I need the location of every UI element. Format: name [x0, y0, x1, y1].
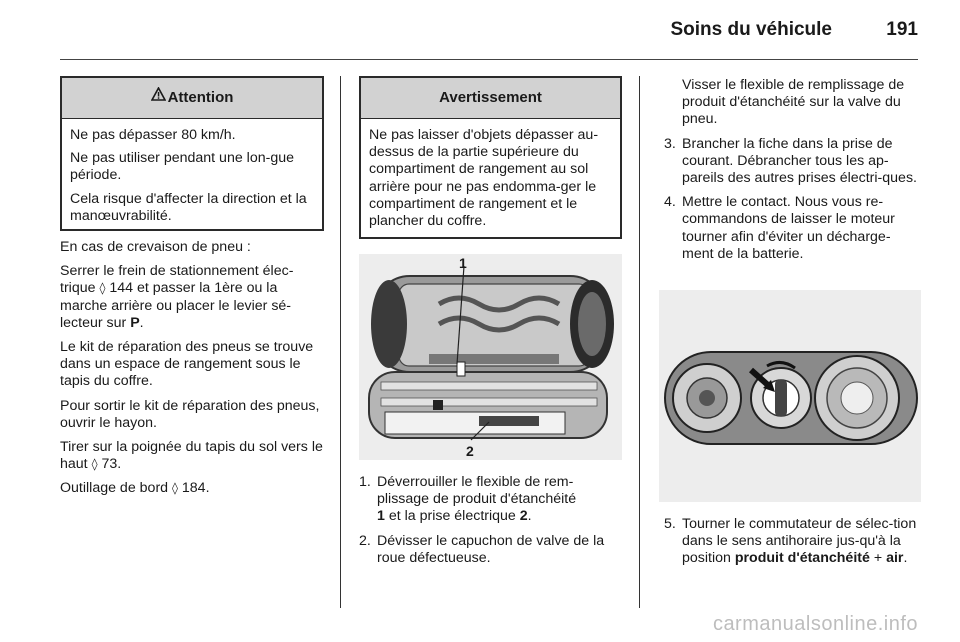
page-header-title: Soins du véhicule: [670, 19, 832, 40]
column-divider-right: [639, 76, 640, 608]
warning-box: [359, 76, 622, 239]
text-segment: et passer la 1ère ou la marche arrière ou placer le levier sé-lecteur sur: [60, 280, 292, 331]
text-segment: .: [117, 456, 122, 473]
attention-paragraph-1: Ne pas dépasser 80 km/h.: [70, 127, 236, 143]
step-5: [664, 516, 922, 568]
text-segment: Tourner le commutateur de sélec-tion dans le sens antihoraire jus-qu'à la position: [682, 516, 917, 567]
selector-switch-figure: [659, 290, 921, 502]
page-number: 191: [886, 19, 918, 40]
step-1: [359, 474, 624, 526]
left-column-text: [60, 239, 326, 505]
text-segment: et la prise électrique: [388, 508, 516, 525]
warning-box-header: Avertissement: [361, 78, 620, 119]
attention-paragraph-2: Ne pas utiliser pendant une lon-gue période.: [70, 150, 295, 184]
bold-position-sealant: produit d'étanchéité: [734, 550, 870, 567]
middle-column-steps: [359, 474, 624, 574]
bold-position-air: air: [886, 550, 904, 567]
attention-box-title: Attention: [167, 89, 234, 106]
text-segment: Tirer sur la poignée du tapis du sol vers le haut: [60, 439, 323, 473]
bold-ref-2: 2: [519, 508, 528, 525]
step-2: [359, 533, 624, 567]
paragraph-kit-location: Le kit de réparation des pneus se trouve dans un espace de rangement sous le tapis du coffre.: [60, 339, 314, 390]
warning-icon: [151, 77, 166, 117]
page-reference[interactable]: 73: [101, 456, 118, 473]
cross-reference-icon: ◊: [172, 481, 178, 496]
compressor-illustration: [359, 254, 622, 460]
tyre-kit-compressor-figure: [359, 254, 622, 460]
step-number: 4.: [664, 194, 676, 211]
page-reference[interactable]: 144: [109, 280, 134, 297]
text-segment: Dévisser le capuchon de valve de la roue défectueuse.: [377, 532, 605, 566]
text-segment: .: [527, 508, 532, 525]
paragraph-tool-kit: [60, 480, 326, 497]
step-2-continuation: [664, 77, 922, 129]
step-number: 1.: [359, 474, 371, 490]
figure-label-2: 2: [466, 443, 474, 459]
step-number: 3.: [664, 135, 676, 152]
bold-selector-p: P: [130, 314, 140, 331]
text-segment: Mettre le contact. Nous vous re-commandons de laisser le moteur tourner afin d'éviter un décharge-ment de la batterie.: [682, 194, 895, 262]
cross-reference-icon: ◊: [99, 281, 106, 296]
text-segment: Visser le flexible de remplissage de produit d'étanchéité sur la valve du pneu.: [682, 77, 905, 128]
watermark: carmanualsonline.info: [712, 613, 918, 635]
attention-box: [60, 76, 324, 231]
bold-ref-1: 1: [377, 508, 385, 525]
warning-box-text: Ne pas laisser d'objets dépasser au-dessus de la partie supérieure du compartiment de rangement au sol arrière pour ne pas endomma-ger le compartiment de rangement et le plancher du coffre.: [369, 127, 599, 230]
right-column-steps-top: [664, 77, 922, 270]
text-segment: Déverrouiller le flexible de rem-plissage de produit d'étanchéité: [377, 474, 577, 508]
paragraph-pull-handle: [60, 439, 326, 473]
text-segment: .: [205, 480, 210, 497]
paragraph-open-tailgate: Pour sortir le kit de réparation des pneus, ouvrir le hayon.: [60, 397, 320, 431]
text-segment: Serrer le frein de stationnement élec-trique: [60, 263, 294, 297]
page-reference[interactable]: 184: [181, 480, 206, 497]
cross-reference-icon: ◊: [91, 457, 98, 472]
text-segment: .: [139, 314, 144, 331]
selector-switch-illustration: [659, 290, 921, 502]
attention-box-header: [62, 78, 322, 119]
figure-label-1: 1: [459, 255, 467, 271]
attention-paragraph-3: Cela risque d'affecter la direction et la manœuvrabilité.: [70, 190, 307, 224]
text-segment: Outillage de bord: [60, 480, 169, 497]
step-number: 5.: [664, 516, 676, 532]
header-divider: [60, 59, 918, 60]
step-3: [664, 136, 922, 188]
step-4: [664, 194, 922, 263]
plus-sign: +: [873, 550, 883, 567]
text-segment: .: [903, 550, 908, 567]
column-divider-left: [340, 76, 341, 608]
paragraph-flat-tyre: En cas de crevaison de pneu :: [60, 239, 251, 255]
paragraph-parking-brake: [60, 263, 326, 332]
right-column-step-5: [664, 516, 922, 575]
step-number: 2.: [359, 532, 371, 549]
text-segment: Brancher la fiche dans la prise de courant. Débrancher tous les ap-pareils des autres prises électri-ques.: [682, 135, 917, 187]
